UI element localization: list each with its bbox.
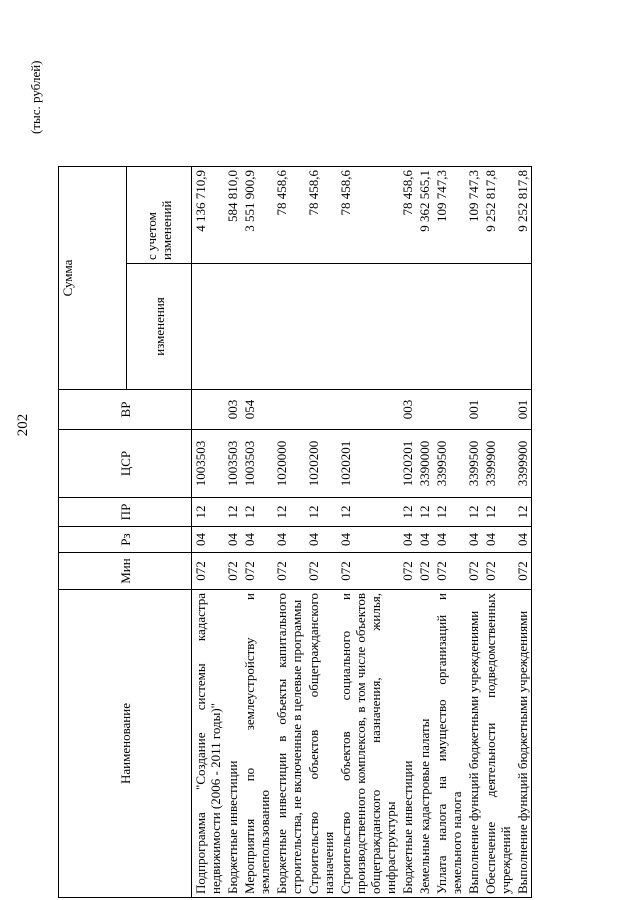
header-changes: изменения <box>127 264 192 390</box>
table-row <box>433 167 465 898</box>
row-rz: 04 <box>482 527 514 553</box>
row-total: 109 747,3 <box>465 167 482 264</box>
row-total: 584 810,0 <box>224 167 241 264</box>
row-csr: 1003503 <box>224 430 241 498</box>
row-changes <box>399 264 416 390</box>
row-changes <box>482 264 514 390</box>
row-vr <box>192 390 225 430</box>
header-rz: Рз <box>59 527 192 553</box>
row-csr: 1020201 <box>399 430 416 498</box>
row-rz: 04 <box>416 527 433 553</box>
row-changes <box>433 264 465 390</box>
table-row <box>399 167 416 898</box>
row-vr: 001 <box>514 390 532 430</box>
header-min: Мин <box>59 553 192 590</box>
row-pr: 12 <box>514 498 532 527</box>
row-rz: 04 <box>514 527 532 553</box>
row-min: 072 <box>465 553 482 590</box>
row-rz: 04 <box>224 527 241 553</box>
row-name: Бюджетные инвестиции <box>399 590 416 898</box>
row-csr: 3390000 <box>416 430 433 498</box>
table-row <box>192 167 225 898</box>
row-name: Обеспечение деятельности подведомственных учреждений <box>482 590 514 898</box>
row-min: 072 <box>514 553 532 590</box>
header-csr: ЦСР <box>59 430 192 498</box>
row-changes <box>416 264 433 390</box>
row-rz: 04 <box>337 527 399 553</box>
row-min: 072 <box>241 553 273 590</box>
table-row <box>482 167 514 898</box>
row-pr: 12 <box>273 498 305 527</box>
table-row <box>416 167 433 898</box>
budget-table <box>58 166 532 898</box>
units-caption: (тыс. рублей) <box>28 60 43 134</box>
row-csr: 1020000 <box>273 430 305 498</box>
row-min: 072 <box>482 553 514 590</box>
row-min: 072 <box>416 553 433 590</box>
row-vr: 003 <box>399 390 416 430</box>
row-changes <box>337 264 399 390</box>
row-pr: 12 <box>482 498 514 527</box>
row-name: Бюджетные инвестиции <box>224 590 241 898</box>
row-total: 9 362 565,1 <box>416 167 433 264</box>
row-vr <box>433 390 465 430</box>
row-csr: 3399500 <box>465 430 482 498</box>
table-row <box>337 167 399 898</box>
row-vr <box>482 390 514 430</box>
row-pr: 12 <box>305 498 337 527</box>
row-pr: 12 <box>224 498 241 527</box>
row-rz: 04 <box>305 527 337 553</box>
table-header <box>59 167 192 898</box>
table-row <box>305 167 337 898</box>
row-name: Бюджетные инвестиции в объекты капитального строительства, не включенные в целевые программы <box>273 590 305 898</box>
row-rz: 04 <box>273 527 305 553</box>
table-row <box>273 167 305 898</box>
row-changes <box>465 264 482 390</box>
row-pr: 12 <box>465 498 482 527</box>
row-total: 78 458,6 <box>399 167 416 264</box>
row-changes <box>273 264 305 390</box>
row-total: 78 458,6 <box>273 167 305 264</box>
row-pr: 12 <box>192 498 225 527</box>
row-min: 072 <box>224 553 241 590</box>
row-name: Земельные кадастровые палаты <box>416 590 433 898</box>
header-name: Наименование <box>59 590 192 898</box>
row-csr: 1003503 <box>192 430 225 498</box>
row-changes <box>241 264 273 390</box>
row-pr: 12 <box>337 498 399 527</box>
table-row <box>241 167 273 898</box>
row-rz: 04 <box>192 527 225 553</box>
row-changes <box>305 264 337 390</box>
row-csr: 3399900 <box>482 430 514 498</box>
header-with-changes: с учетом изменений <box>127 167 192 264</box>
row-vr <box>273 390 305 430</box>
row-total: 3 551 900,9 <box>241 167 273 264</box>
row-name: Мероприятия по землеустройству и землепользованию <box>241 590 273 898</box>
header-pr: ПР <box>59 498 192 527</box>
row-vr: 001 <box>465 390 482 430</box>
row-total: 78 458,6 <box>305 167 337 264</box>
row-pr: 12 <box>241 498 273 527</box>
row-rz: 04 <box>465 527 482 553</box>
row-total: 109 747,3 <box>433 167 465 264</box>
row-changes <box>514 264 532 390</box>
row-csr: 3399900 <box>514 430 532 498</box>
row-min: 072 <box>433 553 465 590</box>
row-vr <box>305 390 337 430</box>
row-vr <box>337 390 399 430</box>
row-pr: 12 <box>399 498 416 527</box>
table-body <box>192 167 532 898</box>
table-row <box>224 167 241 898</box>
row-csr: 1003503 <box>241 430 273 498</box>
header-sum: Сумма <box>59 167 127 390</box>
row-min: 072 <box>305 553 337 590</box>
header-vr: ВР <box>59 390 192 430</box>
row-min: 072 <box>192 553 225 590</box>
row-rz: 04 <box>399 527 416 553</box>
row-name: Выполнение функций бюджетными учреждениями <box>514 590 532 898</box>
row-total: 4 136 710,9 <box>192 167 225 264</box>
row-changes <box>192 264 225 390</box>
row-vr <box>416 390 433 430</box>
row-name: Уплата налога на имущество организаций и земельного налога <box>433 590 465 898</box>
row-rz: 04 <box>433 527 465 553</box>
row-total: 78 458,6 <box>337 167 399 264</box>
row-min: 072 <box>337 553 399 590</box>
row-min: 072 <box>273 553 305 590</box>
row-changes <box>224 264 241 390</box>
row-csr: 1020200 <box>305 430 337 498</box>
row-csr: 3399500 <box>433 430 465 498</box>
row-name: Строительство объектов общегражданского назначения <box>305 590 337 898</box>
row-total: 9 252 817,8 <box>514 167 532 264</box>
row-csr: 1020201 <box>337 430 399 498</box>
row-name: Строительство объектов социального и производственного комплексов, в том числе объектов общегражданского назначения, жилья, инфраструктуры <box>337 590 399 898</box>
row-pr: 12 <box>433 498 465 527</box>
table-row <box>514 167 532 898</box>
row-pr: 12 <box>416 498 433 527</box>
row-name: Выполнение функций бюджетными учреждениями <box>465 590 482 898</box>
row-vr: 054 <box>241 390 273 430</box>
row-vr: 003 <box>224 390 241 430</box>
table-row <box>465 167 482 898</box>
row-total: 9 252 817,8 <box>482 167 514 264</box>
row-rz: 04 <box>241 527 273 553</box>
page-number: 202 <box>15 413 31 437</box>
row-name: Подпрограмма "Создание системы кадастра недвижимости (2006 - 2011 годы)" <box>192 590 225 898</box>
row-min: 072 <box>399 553 416 590</box>
